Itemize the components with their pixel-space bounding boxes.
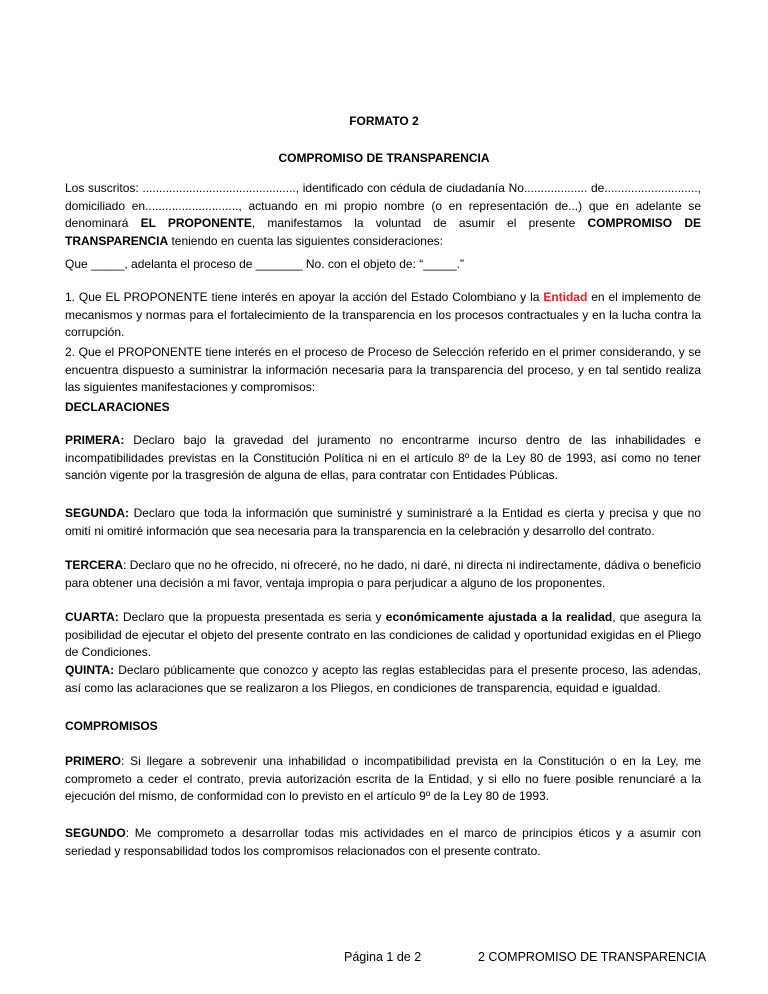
intro-text: Los suscritos: .............................................., identificado con cédula de ciudadanía No................... de............................, domiciliado en............................, actuando en mi propio nombre (o en representación de...) que en adelante se denominará xyxy=(65,181,701,230)
consideration-2: 2. Que el PROPONENTE tiene interés en el proceso de Proceso de Selección referido en el primer considerando, y se encuentra dispuesto a suministrar la información necesaria para la transparencia del proceso, y en tal sentido realiza las siguientes manifestaciones y compromisos: xyxy=(65,345,701,394)
document-title: COMPROMISO DE TRANSPARENCIA xyxy=(278,151,490,165)
declaration-segunda xyxy=(65,505,701,540)
declaration-cuarta xyxy=(65,609,701,662)
intro-text: teniendo en cuenta las siguientes consideraciones: xyxy=(168,233,443,248)
commitment-primero xyxy=(65,753,701,806)
commitment-label: PRIMERO xyxy=(65,754,122,768)
declaration-label: CUARTA: xyxy=(65,610,119,624)
consideration-text: 1. Que EL PROPONENTE tiene interés en apoyar la acción del Estado Colombiano y la xyxy=(65,290,544,304)
compromisos-heading: COMPROMISOS xyxy=(65,719,158,733)
entity-highlight: Entidad xyxy=(543,290,588,304)
declaration-tercera xyxy=(65,557,701,592)
declaration-label: QUINTA: xyxy=(65,663,115,677)
footer-document-name: 2 COMPROMISO DE TRANSPARENCIA xyxy=(478,950,707,964)
commitment-segundo xyxy=(65,825,701,860)
compromiso-label: COMPROMISO DE TRANSPARENCIA xyxy=(65,216,701,248)
declaration-text: , que asegura la posibilidad de ejecutar el objeto del presente contrato en las condiciones de calidad y oportunidad exigidas en el Pliego de Condiciones. xyxy=(65,610,701,659)
declaration-label: PRIMERA: xyxy=(65,433,125,447)
page-number: Página 1 de 2 xyxy=(344,950,422,964)
commitment-label: SEGUNDO xyxy=(65,826,126,840)
commitment-text: : Si llegare a sobrevenir una inhabilidad o incompatibilidad prevista en la Constitución o en la Ley, me comprometo a ceder el contrato, previa autorización escrita de la Entidad, y si ello no fuere posible renunciaré a la ejecución del mismo, de conformidad con lo previsto en el artículo 9º de la Ley 80 de 1993. xyxy=(65,754,701,803)
declaration-label: TERCERA xyxy=(65,558,124,572)
declaration-text: Declaro públicamente que conozco y acepto las reglas establecidas para el presente proceso, las adendas, así como las aclaraciones que se realizaron a los Pliegos, en condiciones de transparencia, equidad e igualdad. xyxy=(65,663,701,695)
declaration-text: Declaro que toda la información que suministré y suministraré a la Entidad es cierta y precisa y que no omití ni omitiré información que sea necesaria para la transparencia en la celebración y desarrollo del contrato. xyxy=(65,506,701,538)
declaration-label: SEGUNDA: xyxy=(65,506,130,520)
declaration-text: Declaro bajo la gravedad del juramento no encontrarme incurso dentro de las inhabilidades e incompatibilidades previstas en la Constitución Política ni en el artículo 8º de la Ley 80 de 1993, así como no tener sanción vigente por la trasgresión de alguna de ellas, para contratar con Entidades Públicas. xyxy=(65,433,701,482)
declaration-primera xyxy=(65,432,701,485)
que-line: Que _____, adelanta el proceso de _______ No. con el objeto de: “_____.” xyxy=(65,257,464,271)
intro-paragraph xyxy=(65,180,701,248)
declaration-text: Declaro que la propuesta presentada es seria y xyxy=(118,610,386,624)
declaration-text: : Declaro que no he ofrecido, ni ofreceré, no he dado, ni daré, ni directa ni indirectamente, dádiva o beneficio para obtener una decisión a mi favor, ventaja impropia o para perjudicar a alguno de los proponentes. xyxy=(65,558,701,590)
declaraciones-heading: DECLARACIONES xyxy=(65,400,170,414)
consideration-1 xyxy=(65,289,701,339)
intro-text: , manifestamos la voluntad de asumir el presente xyxy=(251,216,588,230)
consideration-text: en el implemento de mecanismos y normas para el fortalecimiento de la transparencia en los procesos contractuales y en la lucha contra la corrupción. xyxy=(65,290,701,339)
declaration-emphasis: económicamente ajustada a la realidad xyxy=(385,610,613,624)
format-title: FORMATO 2 xyxy=(349,114,419,128)
commitment-text: : Me comprometo a desarrollar todas mis actividades en el marco de principios éticos y a asumir con seriedad y responsabilidad todos los compromisos relacionados con el presente contrato. xyxy=(65,826,701,858)
declaration-quinta xyxy=(65,662,701,697)
proponente-label: EL PROPONENTE xyxy=(140,216,252,230)
